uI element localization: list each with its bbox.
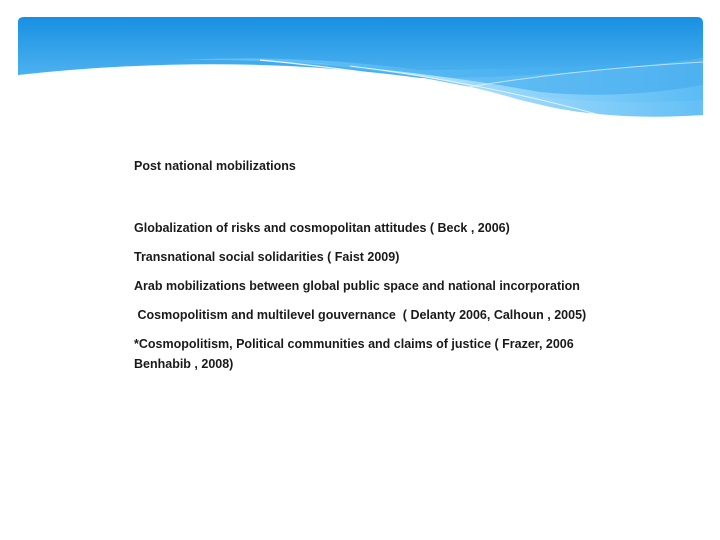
bullet-item: Globalization of risks and cosmopolitan attitudes ( Beck , 2006) xyxy=(134,221,510,235)
slide-content xyxy=(134,156,654,383)
bullet-item-line: *Cosmopolitism, Political communities and claims of justice ( Frazer, 2006 xyxy=(134,337,574,351)
bullet-item-multiline xyxy=(134,334,654,374)
bullet-item: Arab mobilizations between global public space and national incorporation xyxy=(134,279,580,293)
slide-heading: Post national mobilizations xyxy=(134,159,296,173)
bullet-item: Cosmopolitism and multilevel gouvernance ( Delanty 2006, Calhoun , 2005) xyxy=(134,308,587,322)
header-banner xyxy=(0,0,720,140)
bullet-item-line: Benhabib , 2008) xyxy=(134,357,234,371)
bullet-item: Transnational social solidarities ( Faist 2009) xyxy=(134,250,400,264)
